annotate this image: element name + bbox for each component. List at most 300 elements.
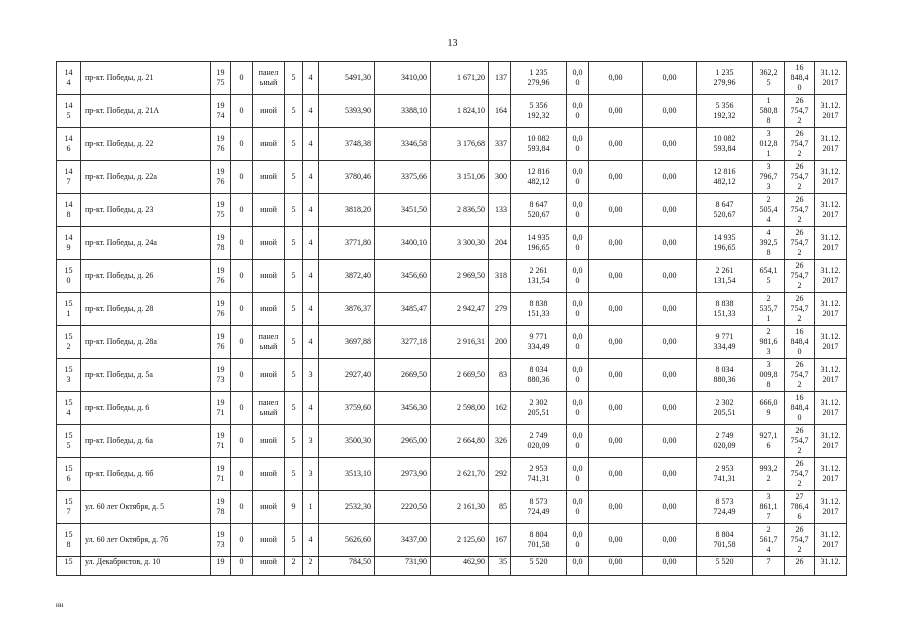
cell-address: пр-кт. Победы, д. 28а xyxy=(81,326,211,359)
cell-row-number: 14 9 xyxy=(57,227,81,260)
cell-cost-owners: 14 935 196,65 xyxy=(697,227,753,260)
cell-limit-cost: 26 754,7 2 xyxy=(785,128,815,161)
cell-cost-b: 0,00 xyxy=(589,392,643,425)
cell-floors: 5 xyxy=(285,293,303,326)
table-row xyxy=(57,161,847,194)
cell-cost-b: 0,00 xyxy=(589,458,643,491)
cell-floors: 5 xyxy=(285,392,303,425)
cell-total-area: 3818,20 xyxy=(319,194,375,227)
cell-cost-per-sqm: 666,0 9 xyxy=(753,392,785,425)
cell-limit-cost: 26 754,7 2 xyxy=(785,227,815,260)
cell-residents: 162 xyxy=(489,392,511,425)
cell-deadline: 31.12. 2017 xyxy=(815,128,847,161)
cell-residents: 85 xyxy=(489,491,511,524)
cell-living-area: 3346,58 xyxy=(375,128,431,161)
housing-table xyxy=(56,61,847,576)
cell-floors: 5 xyxy=(285,161,303,194)
cell-cost-per-sqm: 2 505,4 4 xyxy=(753,194,785,227)
cell-cost-per-sqm: 654,1 5 xyxy=(753,260,785,293)
cell-total-cost: 2 261 131,54 xyxy=(511,260,567,293)
cell-total-area: 3697,88 xyxy=(319,326,375,359)
cell-build-year: 19 76 xyxy=(211,260,231,293)
cell-entrances: 4 xyxy=(303,95,319,128)
cell-total-area: 3876,37 xyxy=(319,293,375,326)
cell-deadline: 31.12. 2017 xyxy=(815,293,847,326)
cell-residents: 279 xyxy=(489,293,511,326)
cell-limit-cost: 26 754,7 2 xyxy=(785,359,815,392)
cell-total-area: 2532,30 xyxy=(319,491,375,524)
cell-cost-owners: 5 520 xyxy=(697,557,753,576)
cell-living-area: 2220,50 xyxy=(375,491,431,524)
footer-mark: нн xyxy=(56,601,64,609)
cell-cost-owners: 2 953 741,31 xyxy=(697,458,753,491)
cell-cost-per-sqm: 7 xyxy=(753,557,785,576)
cell-floors: 5 xyxy=(285,62,303,95)
cell-entrances: 4 xyxy=(303,227,319,260)
cell-row-number: 15 4 xyxy=(57,392,81,425)
cell-living-area: 3451,50 xyxy=(375,194,431,227)
cell-deadline: 31.12. 2017 xyxy=(815,326,847,359)
cell-address: пр-кт. Победы, д. 22 xyxy=(81,128,211,161)
cell-col-zero: 0 xyxy=(231,359,253,392)
cell-total-area: 3500,30 xyxy=(319,425,375,458)
cell-residents: 300 xyxy=(489,161,511,194)
cell-total-area: 2927,40 xyxy=(319,359,375,392)
cell-cost-owners: 10 082 593,84 xyxy=(697,128,753,161)
cell-cost-b: 0,00 xyxy=(589,293,643,326)
cell-wall-material: иной xyxy=(253,491,285,524)
cell-address: пр-кт. Победы, д. 6а xyxy=(81,425,211,458)
cell-floors: 2 xyxy=(285,557,303,576)
cell-cost-c: 0,00 xyxy=(643,227,697,260)
cell-address: пр-кт. Победы, д. 5а xyxy=(81,359,211,392)
cell-row-number: 15 5 xyxy=(57,425,81,458)
cell-entrances: 2 xyxy=(303,557,319,576)
cell-entrances: 4 xyxy=(303,524,319,557)
cell-living-area: 3388,10 xyxy=(375,95,431,128)
table-row xyxy=(57,359,847,392)
cell-address: ул. 60 лет Октября, д. 7б xyxy=(81,524,211,557)
cell-entrances: 4 xyxy=(303,326,319,359)
cell-limit-cost: 26 754,7 2 xyxy=(785,293,815,326)
cell-wall-material: иной xyxy=(253,359,285,392)
cell-total-cost: 1 235 279,96 xyxy=(511,62,567,95)
cell-address: пр-кт. Победы, д. 22а xyxy=(81,161,211,194)
cell-cost-a: 0,0 0 xyxy=(567,491,589,524)
cell-total-cost: 2 749 020,09 xyxy=(511,425,567,458)
cell-build-year: 19 76 xyxy=(211,128,231,161)
cell-floors: 9 xyxy=(285,491,303,524)
cell-total-cost: 9 771 334,49 xyxy=(511,326,567,359)
cell-living-area: 3410,00 xyxy=(375,62,431,95)
cell-wall-material: иной xyxy=(253,95,285,128)
table-row xyxy=(57,326,847,359)
cell-total-cost: 8 647 520,67 xyxy=(511,194,567,227)
cell-living-area: 731,90 xyxy=(375,557,431,576)
cell-living-area: 3277,18 xyxy=(375,326,431,359)
cell-deadline: 31.12. 2017 xyxy=(815,491,847,524)
cell-limit-cost: 16 848,4 0 xyxy=(785,62,815,95)
cell-cost-c: 0,00 xyxy=(643,194,697,227)
cell-cost-c: 0,00 xyxy=(643,359,697,392)
cell-residential-area: 462,90 xyxy=(431,557,489,576)
cell-living-area: 2965,00 xyxy=(375,425,431,458)
cell-address: пр-кт. Победы, д. 26 xyxy=(81,260,211,293)
table-row xyxy=(57,227,847,260)
cell-limit-cost: 26 754,7 2 xyxy=(785,161,815,194)
cell-total-cost: 8 804 701,58 xyxy=(511,524,567,557)
cell-residential-area: 2 621,70 xyxy=(431,458,489,491)
cell-cost-c: 0,00 xyxy=(643,161,697,194)
cell-address: ул. 60 лет Октября, д. 5 xyxy=(81,491,211,524)
cell-cost-per-sqm: 993,2 2 xyxy=(753,458,785,491)
cell-floors: 5 xyxy=(285,194,303,227)
cell-wall-material: панел ьный xyxy=(253,62,285,95)
cell-total-cost: 5 520 xyxy=(511,557,567,576)
cell-residents: 326 xyxy=(489,425,511,458)
cell-deadline: 31.12. 2017 xyxy=(815,392,847,425)
cell-entrances: 1 xyxy=(303,491,319,524)
cell-cost-b: 0,00 xyxy=(589,557,643,576)
cell-residential-area: 3 176,68 xyxy=(431,128,489,161)
cell-limit-cost: 27 786,4 6 xyxy=(785,491,815,524)
cell-deadline: 31.12. xyxy=(815,557,847,576)
cell-cost-a: 0,0 0 xyxy=(567,62,589,95)
cell-cost-a: 0,0 0 xyxy=(567,260,589,293)
table-row xyxy=(57,458,847,491)
cell-build-year: 19 71 xyxy=(211,425,231,458)
cell-deadline: 31.12. 2017 xyxy=(815,161,847,194)
cell-deadline: 31.12. 2017 xyxy=(815,194,847,227)
cell-cost-b: 0,00 xyxy=(589,359,643,392)
cell-total-cost: 12 816 482,12 xyxy=(511,161,567,194)
cell-cost-c: 0,00 xyxy=(643,557,697,576)
cell-row-number: 15 7 xyxy=(57,491,81,524)
cell-cost-c: 0,00 xyxy=(643,128,697,161)
table-row xyxy=(57,260,847,293)
cell-wall-material: панел ьный xyxy=(253,392,285,425)
cell-residential-area: 2 598,00 xyxy=(431,392,489,425)
cell-col-zero: 0 xyxy=(231,491,253,524)
cell-cost-per-sqm: 927,1 6 xyxy=(753,425,785,458)
cell-cost-owners: 8 804 701,58 xyxy=(697,524,753,557)
cell-limit-cost: 26 754,7 2 xyxy=(785,260,815,293)
cell-build-year: 19 73 xyxy=(211,524,231,557)
cell-cost-b: 0,00 xyxy=(589,227,643,260)
cell-total-area: 784,50 xyxy=(319,557,375,576)
cell-entrances: 3 xyxy=(303,359,319,392)
cell-residents: 83 xyxy=(489,359,511,392)
cell-cost-a: 0,0 0 xyxy=(567,194,589,227)
table-row xyxy=(57,491,847,524)
cell-total-cost: 14 935 196,65 xyxy=(511,227,567,260)
cell-cost-b: 0,00 xyxy=(589,326,643,359)
cell-cost-per-sqm: 3 861,1 7 xyxy=(753,491,785,524)
cell-residents: 200 xyxy=(489,326,511,359)
cell-limit-cost: 26 754,7 2 xyxy=(785,425,815,458)
cell-cost-a: 0,0 0 xyxy=(567,425,589,458)
cell-address: пр-кт. Победы, д. 6 xyxy=(81,392,211,425)
cell-cost-owners: 2 302 205,51 xyxy=(697,392,753,425)
cell-residential-area: 2 664,80 xyxy=(431,425,489,458)
cell-entrances: 4 xyxy=(303,293,319,326)
table-row xyxy=(57,425,847,458)
cell-wall-material: иной xyxy=(253,425,285,458)
cell-cost-b: 0,00 xyxy=(589,260,643,293)
cell-build-year: 19 76 xyxy=(211,293,231,326)
cell-residential-area: 3 151,06 xyxy=(431,161,489,194)
cell-floors: 5 xyxy=(285,425,303,458)
cell-row-number: 15 8 xyxy=(57,524,81,557)
cell-address: пр-кт. Победы, д. 23 xyxy=(81,194,211,227)
cell-residential-area: 2 125,60 xyxy=(431,524,489,557)
cell-floors: 5 xyxy=(285,128,303,161)
cell-cost-b: 0,00 xyxy=(589,62,643,95)
cell-cost-b: 0,00 xyxy=(589,425,643,458)
cell-col-zero: 0 xyxy=(231,62,253,95)
cell-row-number: 14 5 xyxy=(57,95,81,128)
cell-total-cost: 2 302 205,51 xyxy=(511,392,567,425)
cell-deadline: 31.12. 2017 xyxy=(815,62,847,95)
cell-limit-cost: 26 754,7 2 xyxy=(785,194,815,227)
cell-total-cost: 8 034 880,36 xyxy=(511,359,567,392)
cell-cost-a: 0,0 xyxy=(567,557,589,576)
cell-build-year: 19 78 xyxy=(211,227,231,260)
cell-row-number: 15 6 xyxy=(57,458,81,491)
cell-total-cost: 8 573 724,49 xyxy=(511,491,567,524)
cell-cost-b: 0,00 xyxy=(589,128,643,161)
cell-address: пр-кт. Победы, д. 21 xyxy=(81,62,211,95)
cell-col-zero: 0 xyxy=(231,425,253,458)
cell-floors: 5 xyxy=(285,524,303,557)
cell-address: пр-кт. Победы, д. 6б xyxy=(81,458,211,491)
cell-residents: 164 xyxy=(489,95,511,128)
cell-cost-a: 0,0 0 xyxy=(567,227,589,260)
cell-row-number: 14 7 xyxy=(57,161,81,194)
cell-total-area: 5491,30 xyxy=(319,62,375,95)
cell-deadline: 31.12. 2017 xyxy=(815,425,847,458)
cell-address: пр-кт. Победы, д. 28 xyxy=(81,293,211,326)
cell-residential-area: 2 669,50 xyxy=(431,359,489,392)
cell-limit-cost: 16 848,4 0 xyxy=(785,326,815,359)
cell-cost-a: 0,0 0 xyxy=(567,326,589,359)
table-row xyxy=(57,62,847,95)
cell-cost-b: 0,00 xyxy=(589,524,643,557)
cell-cost-owners: 9 771 334,49 xyxy=(697,326,753,359)
cell-row-number: 14 4 xyxy=(57,62,81,95)
cell-row-number: 15 0 xyxy=(57,260,81,293)
cell-cost-b: 0,00 xyxy=(589,161,643,194)
cell-cost-per-sqm: 3 012,8 1 xyxy=(753,128,785,161)
cell-cost-b: 0,00 xyxy=(589,95,643,128)
cell-total-area: 5393,90 xyxy=(319,95,375,128)
cell-cost-b: 0,00 xyxy=(589,194,643,227)
cell-cost-owners: 2 749 020,09 xyxy=(697,425,753,458)
cell-living-area: 3437,00 xyxy=(375,524,431,557)
cell-cost-owners: 1 235 279,96 xyxy=(697,62,753,95)
cell-build-year: 19 71 xyxy=(211,458,231,491)
cell-address: пр-кт. Победы, д. 24а xyxy=(81,227,211,260)
cell-floors: 5 xyxy=(285,260,303,293)
cell-cost-per-sqm: 3 009,8 8 xyxy=(753,359,785,392)
cell-cost-owners: 8 573 724,49 xyxy=(697,491,753,524)
cell-wall-material: иной xyxy=(253,128,285,161)
cell-build-year: 19 76 xyxy=(211,326,231,359)
cell-wall-material: иной xyxy=(253,227,285,260)
cell-total-area: 3759,60 xyxy=(319,392,375,425)
cell-wall-material: иной xyxy=(253,458,285,491)
cell-living-area: 3375,66 xyxy=(375,161,431,194)
cell-total-area: 5626,60 xyxy=(319,524,375,557)
cell-deadline: 31.12. 2017 xyxy=(815,260,847,293)
cell-deadline: 31.12. 2017 xyxy=(815,458,847,491)
cell-wall-material: иной xyxy=(253,557,285,576)
cell-total-cost: 5 356 192,32 xyxy=(511,95,567,128)
cell-total-area: 3780,46 xyxy=(319,161,375,194)
cell-build-year: 19 xyxy=(211,557,231,576)
cell-wall-material: панел ьный xyxy=(253,326,285,359)
cell-cost-owners: 8 647 520,67 xyxy=(697,194,753,227)
cell-col-zero: 0 xyxy=(231,524,253,557)
cell-residential-area: 2 969,50 xyxy=(431,260,489,293)
cell-wall-material: иной xyxy=(253,260,285,293)
cell-residents: 35 xyxy=(489,557,511,576)
cell-row-number: 15 1 xyxy=(57,293,81,326)
cell-address: пр-кт. Победы, д. 21А xyxy=(81,95,211,128)
cell-floors: 5 xyxy=(285,326,303,359)
cell-residents: 204 xyxy=(489,227,511,260)
cell-build-year: 19 76 xyxy=(211,161,231,194)
cell-col-zero: 0 xyxy=(231,161,253,194)
cell-cost-c: 0,00 xyxy=(643,491,697,524)
cell-cost-c: 0,00 xyxy=(643,326,697,359)
cell-cost-a: 0,0 0 xyxy=(567,161,589,194)
page-number: 13 xyxy=(447,38,458,49)
cell-total-cost: 2 953 741,31 xyxy=(511,458,567,491)
cell-entrances: 3 xyxy=(303,425,319,458)
cell-residents: 137 xyxy=(489,62,511,95)
cell-floors: 5 xyxy=(285,95,303,128)
cell-row-number: 14 8 xyxy=(57,194,81,227)
cell-total-cost: 10 082 593,84 xyxy=(511,128,567,161)
cell-wall-material: иной xyxy=(253,524,285,557)
cell-cost-c: 0,00 xyxy=(643,524,697,557)
cell-cost-per-sqm: 2 981,6 3 xyxy=(753,326,785,359)
cell-col-zero: 0 xyxy=(231,227,253,260)
cell-cost-per-sqm: 2 561,7 4 xyxy=(753,524,785,557)
cell-residential-area: 2 161,30 xyxy=(431,491,489,524)
cell-cost-per-sqm: 3 796,7 3 xyxy=(753,161,785,194)
cell-cost-c: 0,00 xyxy=(643,260,697,293)
cell-cost-c: 0,00 xyxy=(643,425,697,458)
cell-living-area: 3456,30 xyxy=(375,392,431,425)
table-row xyxy=(57,524,847,557)
cell-limit-cost: 26 754,7 2 xyxy=(785,458,815,491)
cell-build-year: 19 78 xyxy=(211,491,231,524)
cell-entrances: 4 xyxy=(303,194,319,227)
cell-total-area: 3513,10 xyxy=(319,458,375,491)
cell-col-zero: 0 xyxy=(231,194,253,227)
cell-cost-c: 0,00 xyxy=(643,293,697,326)
table-row xyxy=(57,392,847,425)
cell-entrances: 4 xyxy=(303,62,319,95)
cell-total-cost: 8 838 151,33 xyxy=(511,293,567,326)
cell-deadline: 31.12. 2017 xyxy=(815,359,847,392)
cell-deadline: 31.12. 2017 xyxy=(815,524,847,557)
cell-row-number: 15 2 xyxy=(57,326,81,359)
cell-total-area: 3872,40 xyxy=(319,260,375,293)
cell-col-zero: 0 xyxy=(231,458,253,491)
cell-col-zero: 0 xyxy=(231,392,253,425)
cell-floors: 5 xyxy=(285,227,303,260)
cell-residents: 167 xyxy=(489,524,511,557)
cell-cost-owners: 8 034 880,36 xyxy=(697,359,753,392)
cell-residential-area: 1 824,10 xyxy=(431,95,489,128)
cell-cost-a: 0,0 0 xyxy=(567,293,589,326)
cell-cost-owners: 5 356 192,32 xyxy=(697,95,753,128)
cell-cost-per-sqm: 2 535,7 1 xyxy=(753,293,785,326)
cell-cost-per-sqm: 362,2 5 xyxy=(753,62,785,95)
cell-cost-per-sqm: 1 580,8 8 xyxy=(753,95,785,128)
cell-cost-a: 0,0 0 xyxy=(567,359,589,392)
cell-cost-owners: 8 838 151,33 xyxy=(697,293,753,326)
cell-build-year: 19 75 xyxy=(211,62,231,95)
cell-residential-area: 2 836,50 xyxy=(431,194,489,227)
cell-total-area: 3748,38 xyxy=(319,128,375,161)
cell-wall-material: иной xyxy=(253,194,285,227)
table-row xyxy=(57,95,847,128)
cell-entrances: 4 xyxy=(303,260,319,293)
cell-build-year: 19 74 xyxy=(211,95,231,128)
cell-deadline: 31.12. 2017 xyxy=(815,95,847,128)
cell-residents: 337 xyxy=(489,128,511,161)
cell-deadline: 31.12. 2017 xyxy=(815,227,847,260)
cell-limit-cost: 26 xyxy=(785,557,815,576)
cell-build-year: 19 71 xyxy=(211,392,231,425)
cell-entrances: 3 xyxy=(303,458,319,491)
cell-residential-area: 3 300,30 xyxy=(431,227,489,260)
cell-cost-owners: 2 261 131,54 xyxy=(697,260,753,293)
cell-limit-cost: 26 754,7 2 xyxy=(785,524,815,557)
cell-limit-cost: 16 848,4 0 xyxy=(785,392,815,425)
cell-entrances: 4 xyxy=(303,392,319,425)
cell-residential-area: 2 916,31 xyxy=(431,326,489,359)
cell-entrances: 4 xyxy=(303,128,319,161)
table-row xyxy=(57,194,847,227)
cell-total-area: 3771,80 xyxy=(319,227,375,260)
cell-cost-per-sqm: 4 392,5 8 xyxy=(753,227,785,260)
cell-living-area: 3400,10 xyxy=(375,227,431,260)
cell-col-zero: 0 xyxy=(231,326,253,359)
cell-wall-material: иной xyxy=(253,161,285,194)
cell-col-zero: 0 xyxy=(231,95,253,128)
cell-cost-a: 0,0 0 xyxy=(567,128,589,161)
cell-residents: 292 xyxy=(489,458,511,491)
cell-residential-area: 1 671,20 xyxy=(431,62,489,95)
cell-row-number: 15 3 xyxy=(57,359,81,392)
cell-living-area: 2669,50 xyxy=(375,359,431,392)
table-row xyxy=(57,293,847,326)
cell-residents: 133 xyxy=(489,194,511,227)
cell-cost-owners: 12 816 482,12 xyxy=(697,161,753,194)
table-row xyxy=(57,128,847,161)
cell-cost-c: 0,00 xyxy=(643,95,697,128)
cell-cost-a: 0,0 0 xyxy=(567,458,589,491)
cell-cost-b: 0,00 xyxy=(589,491,643,524)
cell-limit-cost: 26 754,7 2 xyxy=(785,95,815,128)
cell-floors: 5 xyxy=(285,359,303,392)
cell-col-zero: 0 xyxy=(231,293,253,326)
